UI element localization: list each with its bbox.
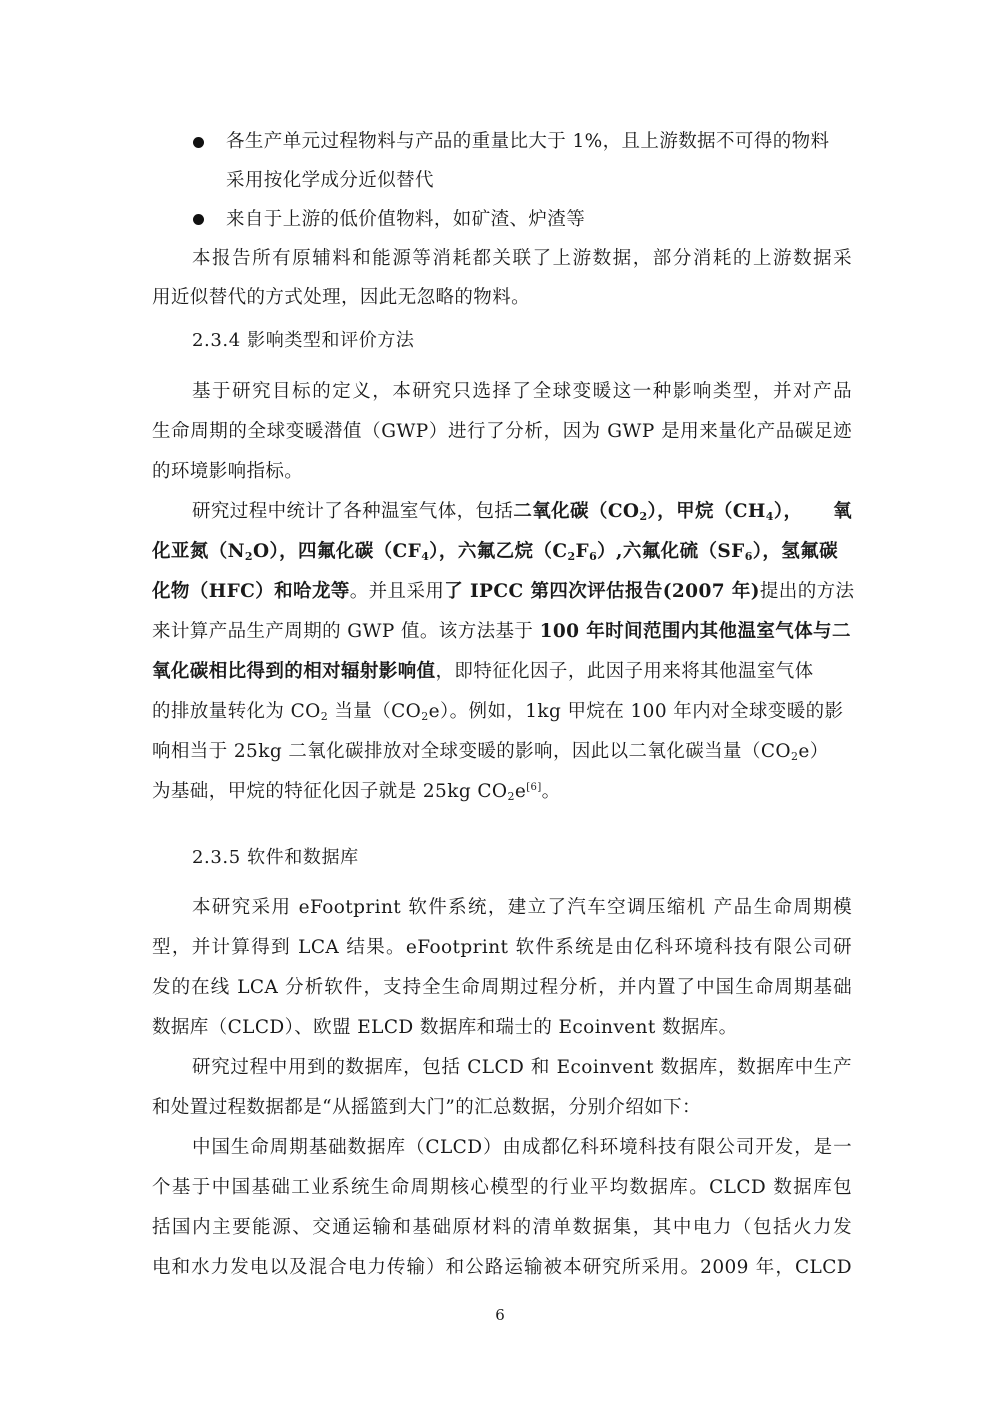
bullet-2-line-1: 来自于上游的低价值物料，如矿渣、炉渣等 — [226, 209, 586, 230]
bullet-1-line-2: 采用按化学成分近似替代 — [226, 170, 434, 191]
paragraph-line: 发的在线 LCA 分析软件，支持全生命周期过程分析，并内置了中国生命周期基础 — [152, 977, 852, 998]
paragraph-line: 生命周期的全球变暖潜值（GWP）进行了分析，因为 GWP 是用来量化产品碳足迹 — [152, 421, 852, 442]
paragraph-line: 个基于中国基础工业系统生命周期核心模型的行业平均数据库。CLCD 数据库包 — [152, 1177, 852, 1198]
paragraph-line: 本报告所有原辅料和能源等消耗都关联了上游数据，部分消耗的上游数据采 — [192, 248, 852, 269]
paragraph-line: 的环境影响指标。 — [152, 461, 304, 482]
citation-ref: [6] — [526, 782, 542, 793]
paragraph-line: 用近似替代的方式处理，因此无忽略的物料。 — [152, 287, 531, 308]
paragraph-line: 化物（HFC）和哈龙等。并且采用了 IPCC 第四次评估报告(2007 年)提出的方法 — [152, 581, 855, 602]
section-heading: 2.3.4 影响类型和评价方法 — [192, 330, 415, 351]
paragraph-line: 括国内主要能源、交通运输和基础原材料的清单数据集，其中电力（包括火力发 — [152, 1217, 852, 1238]
paragraph-line: 数据库（CLCD）、欧盟 ELCD 数据库和瑞士的 Ecoinvent 数据库。 — [152, 1017, 738, 1038]
paragraph-line: 为基础，甲烷的特征化因子就是 25kg $CO_2e[6]$。 — [152, 781, 561, 803]
paragraph-line: 研究过程中用到的数据库，包括 CLCD 和 Ecoinvent 数据库，数据库中生产 — [192, 1057, 852, 1078]
paragraph-line: 化亚氮$(N_2O)$，四氟化碳$(CF_4)$，六氟乙烷$(C_2F_6)$,六氟化硫$(SF_6)$，氢氟碳 — [152, 541, 839, 563]
paragraph-line: 本研究采用 eFootprint 软件系统，建立了汽车空调压缩机 产品生命周期模 — [192, 897, 852, 918]
paragraph-line: 氧化碳相比得到的相对辐射影响值，即特征化因子，此因子用来将其他温室气体 — [152, 661, 814, 682]
section-heading: 2.3.5 软件和数据库 — [192, 847, 359, 868]
paragraph-line: 和处置过程数据都是“从摇篮到大门”的汇总数据，分别介绍如下： — [152, 1097, 701, 1118]
paragraph-line: 来计算产品生产周期的 GWP 值。该方法基于 100 年时间范围内其他温室气体与二 — [152, 621, 851, 642]
bullet-1-line-1: 各生产单元过程物料与产品的重量比大于 1%，且上游数据不可得的物料 — [226, 131, 830, 152]
bullet-dot — [193, 214, 204, 225]
paragraph-line: 型，并计算得到 LCA 结果。eFootprint 软件系统是由亿科环境科技有限公司研 — [152, 937, 852, 958]
paragraph-line: 研究过程中统计了各种温室气体，包括二氧化碳$(CO_2)$，甲烷$(CH_4)$， 氧 — [192, 501, 852, 523]
paragraph-line: 中国生命周期基础数据库（CLCD）由成都亿科环境科技有限公司开发，是一 — [192, 1137, 852, 1158]
paragraph-line: 基于研究目标的定义，本研究只选择了全球变暖这一种影响类型，并对产品 — [192, 381, 852, 402]
bullet-dot — [193, 137, 204, 148]
page-number: 6 — [495, 1306, 505, 1324]
paragraph-line: 电和水力发电以及混合电力传输）和公路运输被本研究所采用。2009 年，CLCD — [152, 1257, 852, 1278]
paragraph-line: 的排放量转化为 $CO_2$ 当量$(CO_2e)$。例如，1kg 甲烷在 100 年内对全球变暖的影 — [152, 701, 844, 723]
paragraph-line: 响相当于 25kg 二氧化碳排放对全球变暖的影响，因此以二氧化碳当量$(CO_2e)$ — [152, 741, 829, 763]
